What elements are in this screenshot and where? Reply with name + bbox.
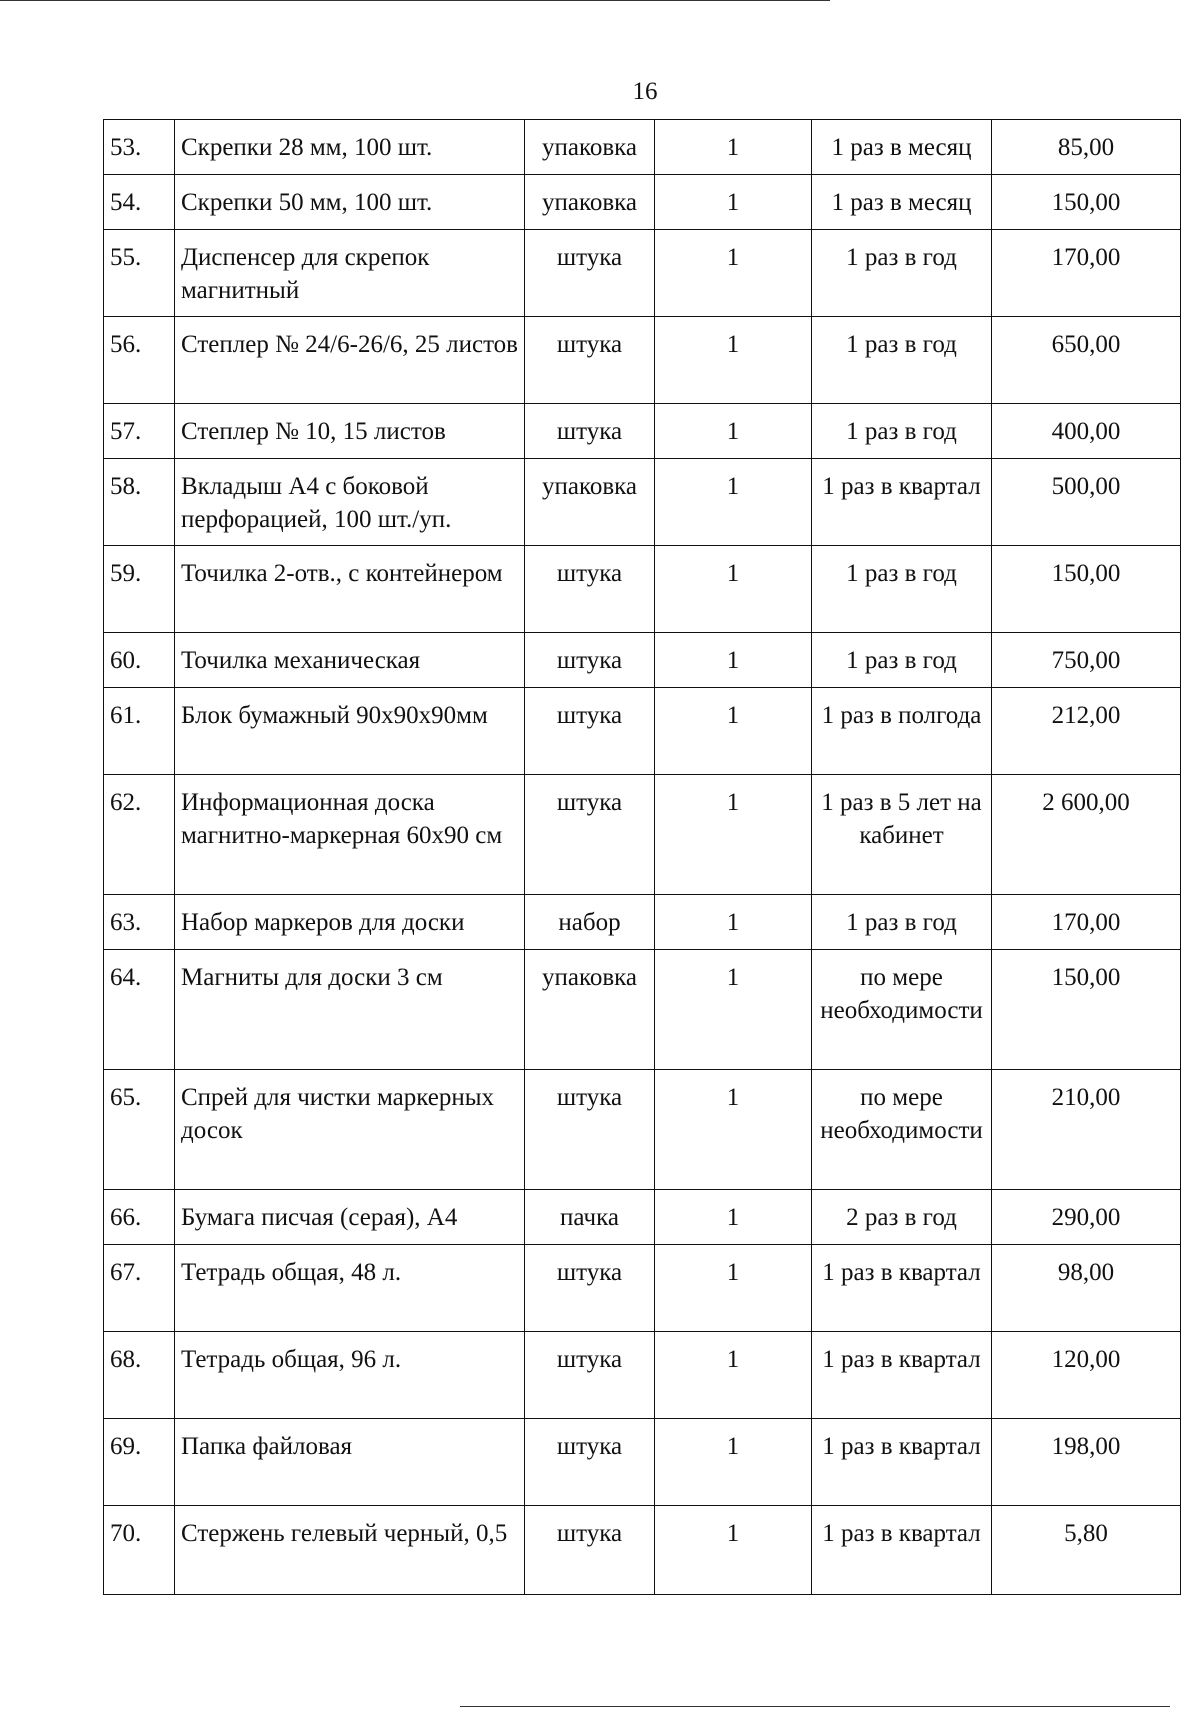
frequency: 1 раз в год (812, 404, 992, 459)
item-name: Вкладыш А4 с боковой перфорацией, 100 шт./уп. (175, 459, 525, 546)
frequency: по мере необходимости (812, 950, 992, 1070)
price: 212,00 (992, 688, 1181, 775)
row-number: 60. (104, 633, 175, 688)
table-row (104, 633, 1181, 688)
table-row (104, 317, 1181, 404)
price: 400,00 (992, 404, 1181, 459)
price: 170,00 (992, 895, 1181, 950)
unit-of-measure: пачка (525, 1190, 655, 1245)
unit-of-measure: штука (525, 775, 655, 895)
unit-of-measure: набор (525, 895, 655, 950)
frequency: 2 раз в год (812, 1190, 992, 1245)
quantity: 1 (655, 633, 812, 688)
table-row (104, 120, 1181, 175)
row-number: 59. (104, 546, 175, 633)
table-row (104, 1506, 1181, 1595)
table-row (104, 1190, 1181, 1245)
frequency: 1 раз в квартал (812, 1419, 992, 1506)
quantity: 1 (655, 1190, 812, 1245)
item-name: Тетрадь общая, 48 л. (175, 1245, 525, 1332)
quantity: 1 (655, 1332, 812, 1419)
row-number: 65. (104, 1070, 175, 1190)
item-name: Тетрадь общая, 96 л. (175, 1332, 525, 1419)
quantity: 1 (655, 1070, 812, 1190)
row-number: 61. (104, 688, 175, 775)
table-row (104, 459, 1181, 546)
frequency: 1 раз в год (812, 230, 992, 317)
item-name: Степлер № 24/6-26/6, 25 листов (175, 317, 525, 404)
unit-of-measure: упаковка (525, 950, 655, 1070)
frequency: 1 раз в год (812, 546, 992, 633)
unit-of-measure: штука (525, 230, 655, 317)
price: 85,00 (992, 120, 1181, 175)
price: 210,00 (992, 1070, 1181, 1190)
item-name: Папка файловая (175, 1419, 525, 1506)
price: 120,00 (992, 1332, 1181, 1419)
quantity: 1 (655, 230, 812, 317)
price: 750,00 (992, 633, 1181, 688)
row-number: 64. (104, 950, 175, 1070)
quantity: 1 (655, 317, 812, 404)
page-number: 16 (632, 78, 658, 105)
supplies-table (103, 119, 1181, 1595)
item-name: Бумага писчая (серая), А4 (175, 1190, 525, 1245)
table-row (104, 950, 1181, 1070)
price: 150,00 (992, 950, 1181, 1070)
table-row (104, 404, 1181, 459)
item-name: Точилка 2-отв., с контейнером (175, 546, 525, 633)
price: 650,00 (992, 317, 1181, 404)
price: 5,80 (992, 1506, 1181, 1595)
unit-of-measure: штука (525, 546, 655, 633)
frequency: 1 раз в полгода (812, 688, 992, 775)
frequency: 1 раз в квартал (812, 1506, 992, 1595)
quantity: 1 (655, 688, 812, 775)
quantity: 1 (655, 459, 812, 546)
row-number: 62. (104, 775, 175, 895)
item-name: Скрепки 28 мм, 100 шт. (175, 120, 525, 175)
quantity: 1 (655, 120, 812, 175)
unit-of-measure: упаковка (525, 175, 655, 230)
frequency: 1 раз в год (812, 895, 992, 950)
item-name: Блок бумажный 90х90х90мм (175, 688, 525, 775)
quantity: 1 (655, 1419, 812, 1506)
quantity: 1 (655, 546, 812, 633)
price: 150,00 (992, 175, 1181, 230)
table-row (104, 688, 1181, 775)
unit-of-measure: упаковка (525, 120, 655, 175)
price: 170,00 (992, 230, 1181, 317)
quantity: 1 (655, 775, 812, 895)
row-number: 69. (104, 1419, 175, 1506)
price: 150,00 (992, 546, 1181, 633)
row-number: 63. (104, 895, 175, 950)
unit-of-measure: штука (525, 317, 655, 404)
unit-of-measure: штука (525, 688, 655, 775)
unit-of-measure: штука (525, 633, 655, 688)
frequency: 1 раз в год (812, 633, 992, 688)
unit-of-measure: штука (525, 404, 655, 459)
frequency: 1 раз в квартал (812, 459, 992, 546)
item-name: Диспенсер для скрепок магнитный (175, 230, 525, 317)
frequency: 1 раз в месяц (812, 175, 992, 230)
scan-bottom-rule (460, 1706, 1170, 1707)
row-number: 67. (104, 1245, 175, 1332)
quantity: 1 (655, 950, 812, 1070)
row-number: 55. (104, 230, 175, 317)
item-name: Информационная доска магнитно-маркерная 60х90 см (175, 775, 525, 895)
table-row (104, 775, 1181, 895)
frequency: 1 раз в месяц (812, 120, 992, 175)
item-name: Точилка механическая (175, 633, 525, 688)
row-number: 54. (104, 175, 175, 230)
quantity: 1 (655, 404, 812, 459)
scan-top-rule (0, 0, 830, 1)
table-row (104, 895, 1181, 950)
item-name: Скрепки 50 мм, 100 шт. (175, 175, 525, 230)
row-number: 56. (104, 317, 175, 404)
quantity: 1 (655, 1506, 812, 1595)
quantity: 1 (655, 895, 812, 950)
price: 2 600,00 (992, 775, 1181, 895)
frequency: 1 раз в год (812, 317, 992, 404)
item-name: Стержень гелевый черный, 0,5 (175, 1506, 525, 1595)
price: 198,00 (992, 1419, 1181, 1506)
table-row (104, 546, 1181, 633)
frequency: 1 раз в квартал (812, 1245, 992, 1332)
row-number: 68. (104, 1332, 175, 1419)
row-number: 57. (104, 404, 175, 459)
row-number: 66. (104, 1190, 175, 1245)
unit-of-measure: штука (525, 1245, 655, 1332)
quantity: 1 (655, 1245, 812, 1332)
price: 290,00 (992, 1190, 1181, 1245)
item-name: Магниты для доски 3 см (175, 950, 525, 1070)
table-row (104, 230, 1181, 317)
table-row (104, 1245, 1181, 1332)
frequency: 1 раз в 5 лет на кабинет (812, 775, 992, 895)
table-row (104, 1070, 1181, 1190)
price: 98,00 (992, 1245, 1181, 1332)
unit-of-measure: штука (525, 1070, 655, 1190)
table-body (104, 120, 1181, 1595)
item-name: Набор маркеров для доски (175, 895, 525, 950)
row-number: 58. (104, 459, 175, 546)
frequency: 1 раз в квартал (812, 1332, 992, 1419)
unit-of-measure: штука (525, 1419, 655, 1506)
table-row (104, 175, 1181, 230)
item-name: Спрей для чистки маркерных досок (175, 1070, 525, 1190)
frequency: по мере необходимости (812, 1070, 992, 1190)
unit-of-measure: штука (525, 1332, 655, 1419)
unit-of-measure: упаковка (525, 459, 655, 546)
quantity: 1 (655, 175, 812, 230)
row-number: 70. (104, 1506, 175, 1595)
price: 500,00 (992, 459, 1181, 546)
table-row (104, 1332, 1181, 1419)
table-row (104, 1419, 1181, 1506)
unit-of-measure: штука (525, 1506, 655, 1595)
item-name: Степлер № 10, 15 листов (175, 404, 525, 459)
row-number: 53. (104, 120, 175, 175)
